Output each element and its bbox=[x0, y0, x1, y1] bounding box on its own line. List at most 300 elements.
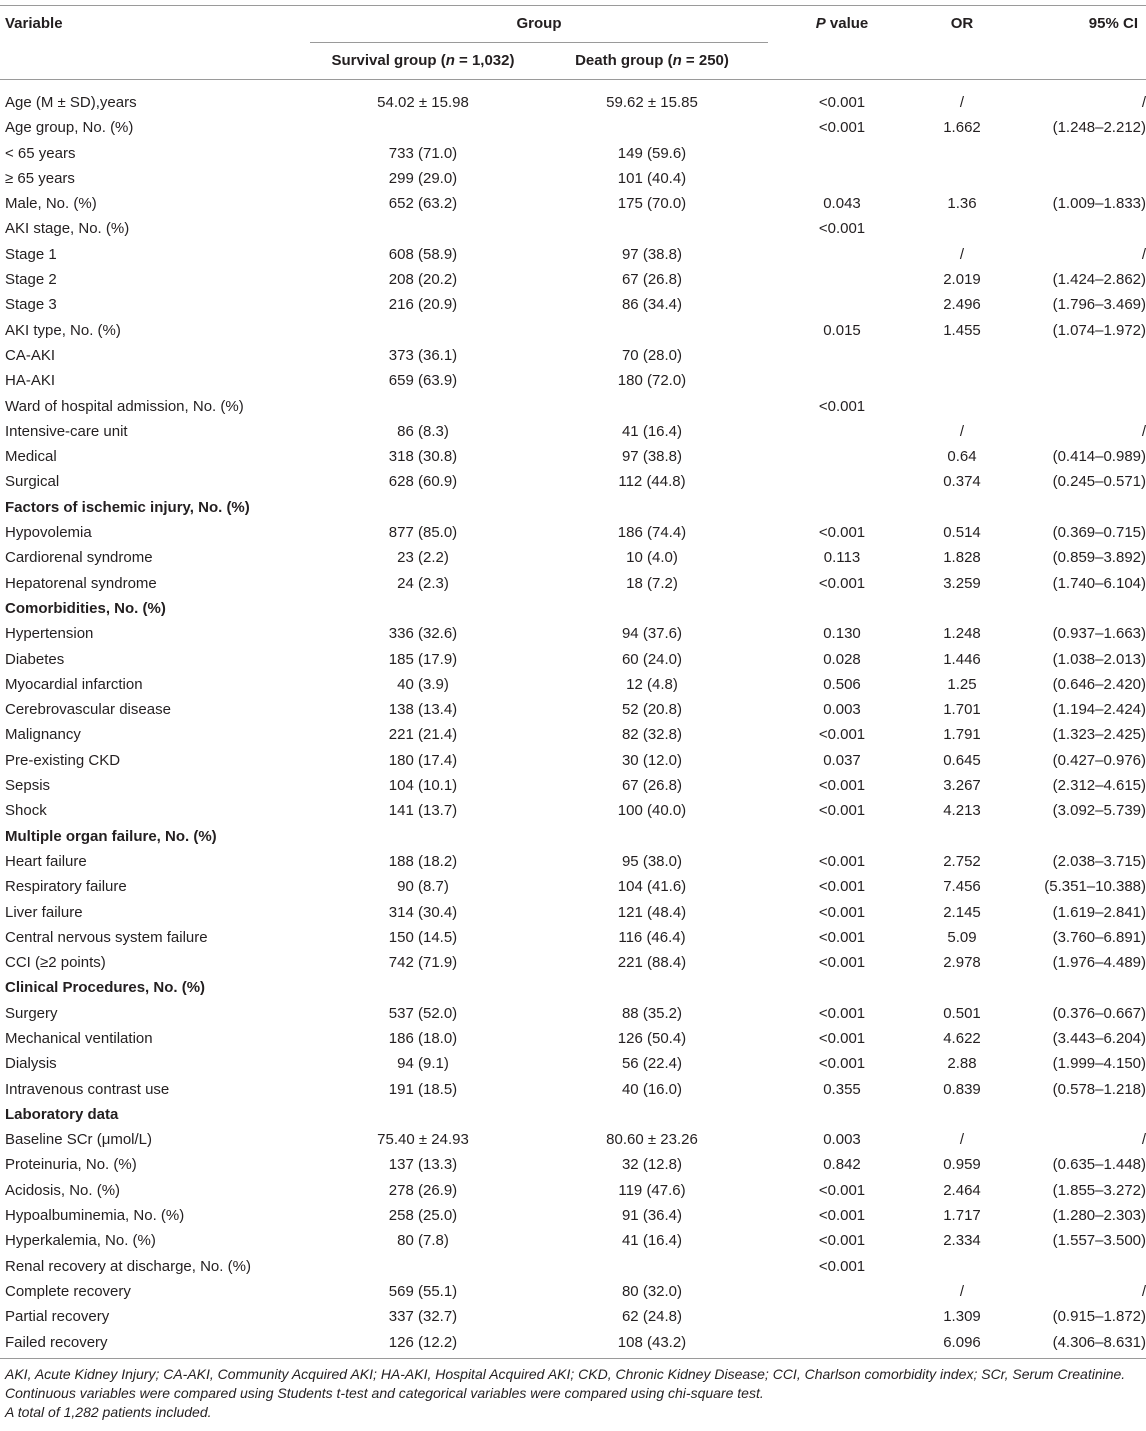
death-cell: 56 (22.4) bbox=[621, 1055, 683, 1073]
table-row bbox=[0, 242, 1146, 267]
ci-cell: (3.092–5.739) bbox=[1052, 802, 1146, 820]
p-value-cell: 0.028 bbox=[823, 650, 861, 668]
death-cell: 221 (88.4) bbox=[617, 954, 687, 972]
p-value-cell: <0.001 bbox=[818, 574, 866, 592]
survival-cell: 180 (17.4) bbox=[388, 751, 458, 769]
survival-cell: 208 (20.2) bbox=[388, 271, 458, 289]
table-row bbox=[0, 343, 1146, 368]
survival-cell bbox=[310, 115, 536, 140]
table-row bbox=[0, 520, 1146, 545]
death-cell: 52 (20.8) bbox=[621, 701, 683, 719]
table-row bbox=[0, 1051, 1146, 1076]
p-value-cell bbox=[768, 292, 916, 317]
survival-cell: 628 (60.9) bbox=[388, 473, 458, 491]
death-cell bbox=[536, 1254, 768, 1279]
survival-cell: 537 (52.0) bbox=[388, 1004, 458, 1022]
survival-cell: 86 (8.3) bbox=[397, 422, 449, 440]
variable-cell: Failed recovery bbox=[0, 1330, 310, 1359]
survival-cell: 373 (36.1) bbox=[388, 346, 458, 364]
variable-cell: HA-AKI bbox=[5, 372, 56, 390]
header-blank bbox=[1008, 43, 1146, 80]
death-cell: 88 (35.2) bbox=[621, 1004, 683, 1022]
or-cell bbox=[916, 141, 1008, 166]
header-death-group bbox=[536, 43, 768, 80]
or-cell: 1.828 bbox=[943, 549, 981, 567]
p-value-cell: <0.001 bbox=[818, 777, 866, 795]
p-value-cell: 0.003 bbox=[823, 701, 861, 719]
table-row bbox=[0, 1152, 1146, 1177]
table-row bbox=[0, 292, 1146, 317]
variable-cell: Medical bbox=[5, 448, 57, 466]
survival-cell: 90 (8.7) bbox=[397, 878, 449, 896]
p-value-cell bbox=[768, 166, 916, 191]
variable-cell: Sepsis bbox=[5, 777, 51, 795]
ci-cell: (1.619–2.841) bbox=[1052, 903, 1146, 921]
or-cell: 0.645 bbox=[943, 751, 981, 769]
death-cell: 86 (34.4) bbox=[621, 296, 683, 314]
p-value-cell bbox=[768, 242, 916, 267]
variable-cell: Age (M ± SD),years bbox=[0, 80, 310, 116]
death-cell bbox=[536, 495, 768, 520]
footnote-total: A total of 1,282 patients included. bbox=[5, 1404, 212, 1420]
p-value-cell: <0.001 bbox=[818, 726, 866, 744]
p-value-cell: <0.001 bbox=[818, 119, 866, 137]
variable-cell: Renal recovery at discharge, No. (%) bbox=[5, 1257, 251, 1275]
p-value-cell: <0.001 bbox=[818, 524, 866, 542]
ci-cell: (1.009–1.833) bbox=[1052, 195, 1146, 213]
ci-cell bbox=[1008, 495, 1146, 520]
death-cell: 30 (12.0) bbox=[621, 751, 683, 769]
death-cell: 95 (38.0) bbox=[621, 852, 683, 870]
table-row bbox=[0, 748, 1146, 773]
ci-cell: / bbox=[1141, 422, 1146, 440]
survival-cell bbox=[310, 596, 536, 621]
table-row bbox=[0, 950, 1146, 975]
header-blank bbox=[768, 43, 916, 80]
ci-cell: (0.427–0.976) bbox=[1052, 751, 1146, 769]
or-cell: 3.259 bbox=[943, 574, 981, 592]
death-cell: 112 (44.8) bbox=[618, 473, 686, 491]
p-value-cell: <0.001 bbox=[818, 220, 866, 238]
ci-cell: (1.194–2.424) bbox=[1052, 701, 1146, 719]
death-cell: 119 (47.6) bbox=[618, 1181, 686, 1199]
table-row bbox=[0, 1279, 1146, 1304]
survival-cell: 318 (30.8) bbox=[388, 448, 458, 466]
death-cell: 97 (38.8) bbox=[621, 245, 683, 263]
table-row bbox=[0, 874, 1146, 899]
footnote-methods: Continuous variables were compared using Students t-test and categorical variables were compared using chi-square test. bbox=[5, 1385, 764, 1401]
survival-cell: 216 (20.9) bbox=[388, 296, 458, 314]
ci-cell: (0.369–0.715) bbox=[1052, 524, 1146, 542]
death-cell bbox=[536, 394, 768, 419]
death-cell: 70 (28.0) bbox=[621, 346, 683, 364]
ci-cell: (1.323–2.425) bbox=[1052, 726, 1146, 744]
death-cell: 101 (40.4) bbox=[617, 169, 687, 187]
or-cell: 0.959 bbox=[943, 1156, 981, 1174]
death-cell: 104 (41.6) bbox=[617, 878, 687, 896]
table-row bbox=[0, 1254, 1146, 1279]
table-body bbox=[0, 80, 1146, 1359]
or-cell: 4.622 bbox=[943, 1029, 981, 1047]
ci-cell: (1.976–4.489) bbox=[1052, 954, 1146, 972]
or-cell bbox=[916, 166, 1008, 191]
ci-cell: / bbox=[1008, 80, 1146, 116]
variable-cell: Male, No. (%) bbox=[5, 195, 97, 213]
variable-cell: Intensive-care unit bbox=[5, 422, 128, 440]
ci-cell: (0.414–0.989) bbox=[1052, 448, 1146, 466]
variable-cell: Central nervous system failure bbox=[5, 928, 208, 946]
death-cell: 59.62 ± 15.85 bbox=[536, 80, 768, 116]
variable-cell: Complete recovery bbox=[5, 1282, 131, 1300]
death-cell: 91 (36.4) bbox=[621, 1207, 683, 1225]
ci-cell: (1.280–2.303) bbox=[1052, 1207, 1146, 1225]
section-row bbox=[0, 596, 1146, 621]
survival-cell: 23 (2.2) bbox=[397, 549, 449, 567]
variable-cell: Cardiorenal syndrome bbox=[5, 549, 153, 567]
p-value-cell bbox=[768, 596, 916, 621]
table-row bbox=[0, 1026, 1146, 1051]
or-cell: / bbox=[959, 1282, 965, 1300]
death-cell: 180 (72.0) bbox=[617, 372, 687, 390]
ci-cell: / bbox=[1141, 1131, 1146, 1149]
death-cell: 175 (70.0) bbox=[617, 195, 687, 213]
ci-cell bbox=[1008, 343, 1146, 368]
or-cell: 2.496 bbox=[943, 296, 981, 314]
or-cell: 1.662 bbox=[943, 119, 981, 137]
p-value-cell: 0.015 bbox=[823, 321, 861, 339]
p-value-cell: <0.001 bbox=[818, 1029, 866, 1047]
or-cell: 2.88 bbox=[947, 1055, 977, 1073]
table-row bbox=[0, 1077, 1146, 1102]
table-row bbox=[0, 773, 1146, 798]
section-row bbox=[0, 1102, 1146, 1127]
survival-cell: 278 (26.9) bbox=[388, 1181, 458, 1199]
ci-cell bbox=[1008, 141, 1146, 166]
p-value-cell: 0.113 bbox=[823, 549, 861, 567]
death-cell: 10 (4.0) bbox=[626, 549, 678, 567]
p-value-cell: 0.003 bbox=[823, 1131, 861, 1149]
table-row bbox=[0, 571, 1146, 596]
survival-cell bbox=[310, 975, 536, 1000]
table-row bbox=[0, 1304, 1146, 1329]
or-cell bbox=[916, 343, 1008, 368]
or-cell: 1.446 bbox=[943, 650, 981, 668]
or-cell: 2.978 bbox=[943, 954, 981, 972]
or-cell: 0.839 bbox=[943, 1080, 981, 1098]
or-cell bbox=[916, 216, 1008, 241]
or-cell: 0.64 bbox=[947, 448, 977, 466]
ci-cell: (1.424–2.862) bbox=[1052, 271, 1146, 289]
death-cell: 41 (16.4) bbox=[621, 422, 683, 440]
or-cell bbox=[916, 824, 1008, 849]
survival-cell: 337 (32.7) bbox=[388, 1308, 458, 1326]
survival-cell: 54.02 ± 15.98 bbox=[310, 80, 536, 116]
or-cell: 2.334 bbox=[943, 1232, 981, 1250]
table-row bbox=[0, 419, 1146, 444]
death-cell bbox=[536, 1102, 768, 1127]
or-cell: 4.213 bbox=[943, 802, 981, 820]
survival-cell: 40 (3.9) bbox=[397, 675, 449, 693]
variable-cell: Liver failure bbox=[5, 903, 83, 921]
p-value-cell bbox=[768, 1279, 916, 1304]
ci-cell: (0.859–3.892) bbox=[1052, 549, 1146, 567]
or-cell: 3.267 bbox=[943, 777, 981, 795]
or-cell: 0.374 bbox=[943, 473, 981, 491]
survival-cell: 80 (7.8) bbox=[397, 1232, 449, 1250]
death-cell: 116 (46.4) bbox=[618, 928, 686, 946]
variable-cell: Surgical bbox=[5, 473, 60, 491]
death-cell: 32 (12.8) bbox=[621, 1156, 683, 1174]
ci-cell: (1.740–6.104) bbox=[1052, 574, 1146, 592]
header-group: Group bbox=[310, 6, 768, 43]
or-cell: 1.701 bbox=[943, 701, 981, 719]
variable-cell: Proteinuria, No. (%) bbox=[5, 1156, 137, 1174]
variable-cell: Pre-existing CKD bbox=[5, 751, 121, 769]
footnote-abbreviations: AKI, Acute Kidney Injury; CA-AKI, Community Acquired AKI; HA-AKI, Hospital Acquired AKI; CKD, Chronic Kidney Disease; CCI, Charlson comorbidity index; SCr, Serum Creatinine. bbox=[5, 1366, 1126, 1382]
variable-cell: Factors of ischemic injury, No. (%) bbox=[5, 498, 250, 516]
ci-cell: (1.796–3.469) bbox=[1052, 296, 1146, 314]
table-row bbox=[0, 444, 1146, 469]
ci-cell: (1.999–4.150) bbox=[1052, 1055, 1146, 1073]
table-row bbox=[0, 1330, 1146, 1359]
variable-cell: CCI (≥2 points) bbox=[5, 954, 106, 972]
variable-cell: Comorbidities, No. (%) bbox=[5, 599, 166, 617]
header-blank bbox=[0, 43, 310, 80]
or-cell: 2.464 bbox=[943, 1181, 981, 1199]
or-cell: 1.25 bbox=[947, 675, 977, 693]
variable-cell: CA-AKI bbox=[5, 346, 56, 364]
survival-cell: 185 (17.9) bbox=[388, 650, 458, 668]
death-cell: 97 (38.8) bbox=[621, 448, 683, 466]
death-cell: 18 (7.2) bbox=[626, 574, 678, 592]
or-cell: / bbox=[959, 422, 965, 440]
ci-cell: (0.646–2.420) bbox=[1052, 675, 1146, 693]
p-value-cell: <0.001 bbox=[818, 1181, 866, 1199]
variable-cell: AKI type, No. (%) bbox=[5, 321, 121, 339]
variable-cell: Myocardial infarction bbox=[5, 675, 143, 693]
table-row bbox=[0, 80, 1146, 116]
or-cell: / bbox=[959, 245, 965, 263]
or-cell: / bbox=[959, 1131, 965, 1149]
p-value-cell: 0.506 bbox=[823, 675, 861, 693]
table-row bbox=[0, 849, 1146, 874]
table-footnotes bbox=[5, 1365, 1141, 1422]
p-value-cell: <0.001 bbox=[818, 1004, 866, 1022]
ci-cell: (3.443–6.204) bbox=[1052, 1029, 1146, 1047]
ci-cell bbox=[1008, 216, 1146, 241]
table-row bbox=[0, 545, 1146, 570]
variable-cell: Respiratory failure bbox=[5, 878, 127, 896]
variable-cell: Shock bbox=[5, 802, 47, 820]
variable-cell: Hypertension bbox=[5, 625, 94, 643]
variable-cell: Stage 3 bbox=[5, 296, 57, 314]
or-cell bbox=[916, 368, 1008, 393]
ci-cell: (0.578–1.218) bbox=[1052, 1080, 1146, 1098]
death-cell bbox=[536, 216, 768, 241]
table-row bbox=[0, 141, 1146, 166]
table-row bbox=[0, 672, 1146, 697]
death-cell: 82 (32.8) bbox=[621, 726, 683, 744]
survival-cell: 742 (71.9) bbox=[388, 954, 458, 972]
survival-cell: 336 (32.6) bbox=[388, 625, 458, 643]
table-header bbox=[0, 6, 1146, 80]
table-row bbox=[0, 697, 1146, 722]
ci-cell bbox=[1008, 824, 1146, 849]
p-value-cell bbox=[768, 975, 916, 1000]
p-value-cell: <0.001 bbox=[818, 903, 866, 921]
or-cell: / bbox=[916, 80, 1008, 116]
death-cell: 12 (4.8) bbox=[626, 675, 678, 693]
death-cell: 126 (50.4) bbox=[617, 1029, 687, 1047]
ci-cell: / bbox=[1141, 1282, 1146, 1300]
survival-cell: 137 (13.3) bbox=[388, 1156, 458, 1174]
variable-cell: Hypovolemia bbox=[5, 524, 92, 542]
survival-cell: 141 (13.7) bbox=[388, 802, 458, 820]
p-value-cell: <0.001 bbox=[818, 1232, 866, 1250]
p-value-cell bbox=[768, 1102, 916, 1127]
header-death-n: n bbox=[672, 52, 682, 69]
ci-cell: (1.557–3.500) bbox=[1052, 1232, 1146, 1250]
table-row bbox=[0, 925, 1146, 950]
death-cell: 108 (43.2) bbox=[536, 1330, 768, 1359]
table-row bbox=[0, 1127, 1146, 1152]
header-death-post: = 250) bbox=[681, 52, 729, 69]
ci-cell: (4.306–8.631) bbox=[1008, 1330, 1146, 1359]
death-cell bbox=[536, 318, 768, 343]
ci-cell bbox=[1008, 1254, 1146, 1279]
or-cell: 0.501 bbox=[943, 1004, 981, 1022]
death-cell: 186 (74.4) bbox=[617, 524, 687, 542]
or-cell: 6.096 bbox=[916, 1330, 1008, 1359]
or-cell: 1.248 bbox=[943, 625, 981, 643]
survival-cell bbox=[310, 216, 536, 241]
ci-cell: (1.074–1.972) bbox=[1052, 321, 1146, 339]
data-table bbox=[0, 5, 1146, 1359]
variable-cell: Acidosis, No. (%) bbox=[5, 1181, 121, 1199]
survival-cell: 299 (29.0) bbox=[388, 169, 458, 187]
header-ci: 95% CI bbox=[1008, 6, 1146, 43]
death-cell: 121 (48.4) bbox=[617, 903, 687, 921]
variable-cell: Hepatorenal syndrome bbox=[5, 574, 157, 592]
variable-cell: Partial recovery bbox=[5, 1308, 110, 1326]
or-cell bbox=[916, 394, 1008, 419]
variable-cell: < 65 years bbox=[5, 144, 76, 162]
table-row bbox=[0, 1203, 1146, 1228]
variable-cell: Multiple organ failure, No. (%) bbox=[5, 827, 217, 845]
death-cell: 60 (24.0) bbox=[621, 650, 683, 668]
table-row bbox=[0, 318, 1146, 343]
or-cell: 2.019 bbox=[943, 271, 981, 289]
death-cell: 41 (16.4) bbox=[621, 1232, 683, 1250]
ci-cell bbox=[1008, 596, 1146, 621]
or-cell: 2.752 bbox=[943, 852, 981, 870]
ci-cell bbox=[1008, 368, 1146, 393]
p-value-cell: <0.001 bbox=[818, 1207, 866, 1225]
or-cell: 5.09 bbox=[947, 928, 977, 946]
p-value-cell: 0.842 bbox=[823, 1156, 861, 1174]
survival-cell bbox=[310, 394, 536, 419]
or-cell bbox=[916, 495, 1008, 520]
survival-cell: 569 (55.1) bbox=[388, 1282, 458, 1300]
variable-cell: Hypoalbuminemia, No. (%) bbox=[5, 1207, 185, 1225]
variable-cell: Ward of hospital admission, No. (%) bbox=[5, 397, 244, 415]
table-row bbox=[0, 191, 1146, 216]
ci-cell: (1.038–2.013) bbox=[1052, 650, 1146, 668]
ci-cell bbox=[1008, 394, 1146, 419]
p-value-cell bbox=[768, 1330, 916, 1359]
ci-cell bbox=[1008, 975, 1146, 1000]
variable-cell: Cerebrovascular disease bbox=[5, 701, 171, 719]
section-row bbox=[0, 975, 1146, 1000]
or-cell: 7.456 bbox=[943, 878, 981, 896]
p-value-cell: <0.001 bbox=[818, 852, 866, 870]
header-variable: Variable bbox=[0, 6, 310, 43]
p-value-cell bbox=[768, 444, 916, 469]
table-row bbox=[0, 722, 1146, 747]
or-cell bbox=[916, 975, 1008, 1000]
header-death-pre: Death group ( bbox=[575, 52, 673, 69]
p-value-cell: <0.001 bbox=[818, 802, 866, 820]
table-row bbox=[0, 647, 1146, 672]
survival-cell: 652 (63.2) bbox=[388, 195, 458, 213]
p-value-cell: <0.001 bbox=[818, 397, 866, 415]
header-or: OR bbox=[916, 6, 1008, 43]
ci-cell: (2.038–3.715) bbox=[1052, 852, 1146, 870]
survival-cell: 191 (18.5) bbox=[388, 1080, 458, 1098]
death-cell: 67 (26.8) bbox=[621, 271, 683, 289]
survival-cell: 24 (2.3) bbox=[397, 574, 449, 592]
survival-cell: 258 (25.0) bbox=[388, 1207, 458, 1225]
table-row bbox=[0, 1178, 1146, 1203]
variable-cell: Surgery bbox=[5, 1004, 58, 1022]
table-row bbox=[0, 1228, 1146, 1253]
p-value-cell bbox=[768, 368, 916, 393]
section-row bbox=[0, 495, 1146, 520]
table-row bbox=[0, 368, 1146, 393]
header-survival-group bbox=[310, 43, 536, 80]
survival-cell: 138 (13.4) bbox=[388, 701, 458, 719]
header-survival-n: n bbox=[445, 52, 455, 69]
variable-cell: Intravenous contrast use bbox=[5, 1080, 170, 1098]
survival-cell: 221 (21.4) bbox=[388, 726, 458, 744]
p-value-cell: 0.130 bbox=[823, 625, 861, 643]
header-p-value bbox=[768, 6, 916, 43]
or-cell: 1.717 bbox=[943, 1207, 981, 1225]
header-survival-post: = 1,032) bbox=[454, 52, 515, 69]
p-value-cell: <0.001 bbox=[818, 1257, 866, 1275]
or-cell: 2.145 bbox=[943, 903, 981, 921]
survival-cell bbox=[310, 824, 536, 849]
p-value-cell bbox=[768, 141, 916, 166]
variable-cell: Heart failure bbox=[5, 852, 87, 870]
p-value-cell bbox=[768, 343, 916, 368]
variable-cell: Diabetes bbox=[5, 650, 65, 668]
variable-cell: Stage 1 bbox=[5, 245, 57, 263]
p-value-cell bbox=[768, 419, 916, 444]
p-value-cell bbox=[768, 495, 916, 520]
survival-cell bbox=[310, 1102, 536, 1127]
survival-cell: 186 (18.0) bbox=[388, 1029, 458, 1047]
p-value-cell: <0.001 bbox=[818, 878, 866, 896]
death-cell bbox=[536, 115, 768, 140]
survival-cell bbox=[310, 1254, 536, 1279]
p-value-cell: <0.001 bbox=[818, 1055, 866, 1073]
variable-cell: Hyperkalemia, No. (%) bbox=[5, 1232, 156, 1250]
ci-cell: (0.915–1.872) bbox=[1052, 1308, 1146, 1326]
or-cell bbox=[916, 596, 1008, 621]
table-row bbox=[0, 115, 1146, 140]
variable-cell: Dialysis bbox=[5, 1055, 57, 1073]
